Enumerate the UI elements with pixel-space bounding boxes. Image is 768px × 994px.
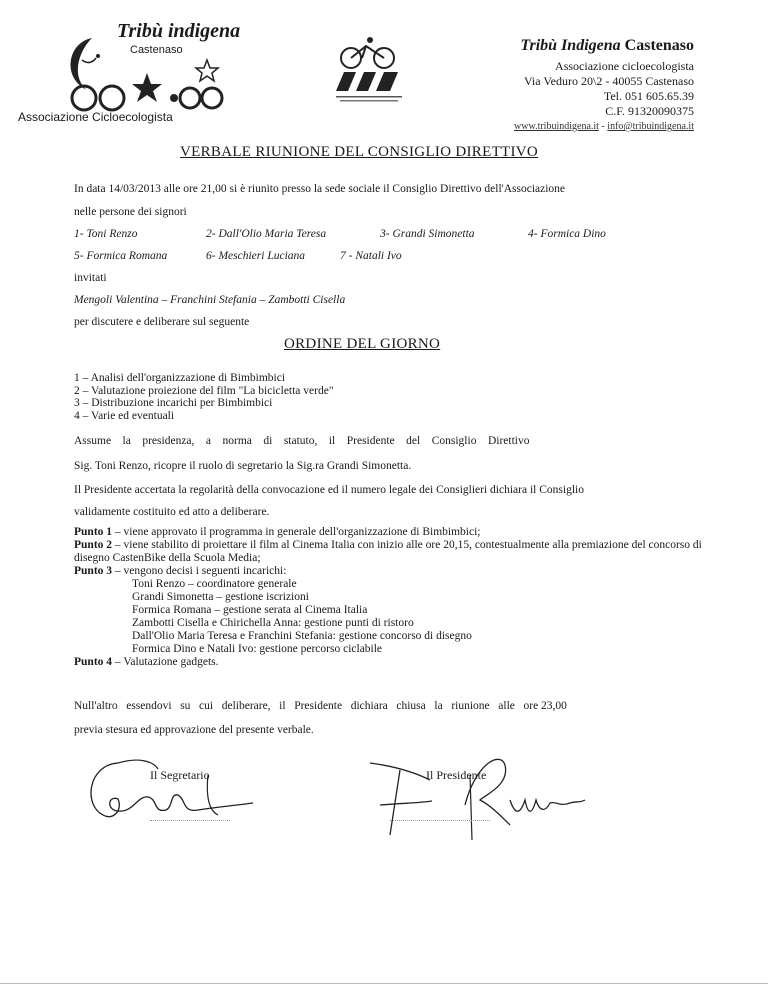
website-link[interactable]: www.tribuindigena.it (514, 121, 599, 132)
intro-text: In data 14/03/2013 alle ore 21,00 si è riunito presso la sede sociale il Consiglio Direttivo dell'Associazione (74, 183, 566, 195)
brand-city: Castenaso (620, 37, 694, 54)
cyclist-logo-icon (326, 36, 416, 106)
member-5: 5- Formica Romana (74, 250, 168, 262)
agenda-title: ORDINE DEL GIORNO (284, 336, 441, 352)
member-6: 6- Meschieri Luciana (206, 250, 306, 262)
header-web-line (514, 119, 694, 134)
point-4 (74, 656, 714, 669)
agenda-list (74, 372, 334, 422)
point-3 (74, 565, 714, 578)
member-2: 2- Dall'Olio Maria Teresa (206, 228, 327, 240)
point-3-text: – vengono decisi i seguenti incarichi: (112, 565, 287, 577)
member-3: 3- Grandi Simonetta (380, 228, 475, 240)
member-1: 1- Toni Renzo (74, 228, 138, 240)
point-2 (74, 539, 714, 565)
task-1: Toni Renzo – coordinatore generale (132, 578, 297, 590)
agenda-item-3: 3 – Distribuzione incarichi per Bimbimbici (74, 397, 273, 409)
task-4: Zambotti Cisella e Chirichella Anna: gestione punti di ristoro (132, 617, 414, 629)
agenda-item-2: 2 – Valutazione proiezione del film "La bicicletta verde" (74, 384, 334, 397)
president-signature-label: Il Presidente (426, 768, 487, 782)
header-right (514, 38, 694, 134)
header-line-phone: Tel. 051 605.65.39 (603, 89, 694, 103)
decisions-body (74, 526, 714, 669)
task-2: Grandi Simonetta – gestione iscrizioni (132, 591, 309, 603)
task-3: Formica Romana – gestione serata al Cinema Italia (132, 604, 368, 616)
secretary-signature-line (150, 820, 230, 821)
agenda-item-4: 4 – Varie ed eventuali (74, 409, 175, 422)
secretary-text: Sig. Toni Renzo, ricopre il ruolo di segretario la Sig.ra Grandi Simonetta. (74, 460, 412, 472)
document-title: VERBALE RIUNIONE DEL CONSIGLIO DIRETTIVO (180, 144, 539, 160)
task-5: Dall'Olio Maria Teresa e Franchini Stefania: gestione concorso di disegno (132, 630, 472, 642)
point-1-label: Punto 1 (74, 526, 113, 538)
logo-left-script: Tribù indigena (117, 20, 241, 42)
fiab-logo (326, 36, 416, 106)
closing-text: Null'altro essendovi su cui deliberare, il Presidente dichiara chiusa la riunione alle ore 23,00 (74, 700, 567, 712)
point-2-label: Punto 2 (74, 539, 113, 551)
secretary-signature-label: Il Segretario (150, 768, 210, 782)
member-7: 7 - Natali Ivo (340, 250, 402, 262)
president-signature (360, 745, 600, 850)
scan-edge-line (0, 983, 768, 984)
point-3-label: Punto 3 (74, 565, 113, 577)
invited-label: invitati (74, 272, 107, 284)
member-4: 4- Formica Dino (528, 228, 606, 240)
invited-list: Mengoli Valentina – Franchini Stefania – Zambotti Cisella (74, 294, 346, 306)
point-2-text: – viene stabilito di proiettare il film al Cinema Italia con inizio alle ore 20,15, contestualmente alla premiazione del concorso di disegno CastenBike della Scuola Media; (74, 539, 702, 564)
association-left-label: Associazione Cicloecologista (18, 110, 173, 124)
secretary-signature (78, 755, 278, 850)
intro-text-2: nelle persone dei signori (74, 206, 187, 218)
header-line-association: Associazione cicloecologista (555, 59, 694, 73)
president-signature-line (390, 820, 490, 821)
brand-script: Tribù Indigena (520, 37, 621, 54)
agenda-item-1: 1 – Analisi dell'organizzazione di Bimbimbici (74, 372, 286, 384)
point-4-label: Punto 4 (74, 656, 113, 668)
logo-left-sub: Castenaso (130, 44, 183, 56)
presidency-text: Assume la presidenza, a norma di statuto, il Presidente del Consiglio Direttivo (74, 435, 530, 447)
header-line-address: Via Veduro 20\2 - 40055 Castenaso (523, 74, 694, 88)
point-1-text: – viene approvato il programma in generale dell'organizzazione di Bimbimbici; (112, 526, 481, 538)
task-6: Formica Dino e Natali Ivo: gestione percorso ciclabile (132, 643, 383, 655)
quorum-text: Il Presidente accertata la regolarità della convocazione ed il numero legale dei Consiglieri dichiara il Consiglio (74, 484, 584, 496)
web-separator: - (598, 121, 608, 132)
header-line-taxcode: C.F. 91320090375 (605, 104, 694, 118)
point-1 (74, 526, 714, 539)
email-link[interactable]: info@tribuindigena.it (607, 121, 694, 132)
purpose-text: per discutere e deliberare sul seguente (74, 316, 250, 328)
point-4-text: – Valutazione gadgets. (112, 656, 219, 668)
quorum-text-2: validamente costituito ed atto a deliberare. (74, 506, 270, 518)
brand-title (514, 38, 694, 53)
secretary-signature-icon (78, 755, 278, 845)
closing-text-2: previa stesura ed approvazione del presente verbale. (74, 724, 314, 736)
president-signature-icon (360, 745, 600, 845)
